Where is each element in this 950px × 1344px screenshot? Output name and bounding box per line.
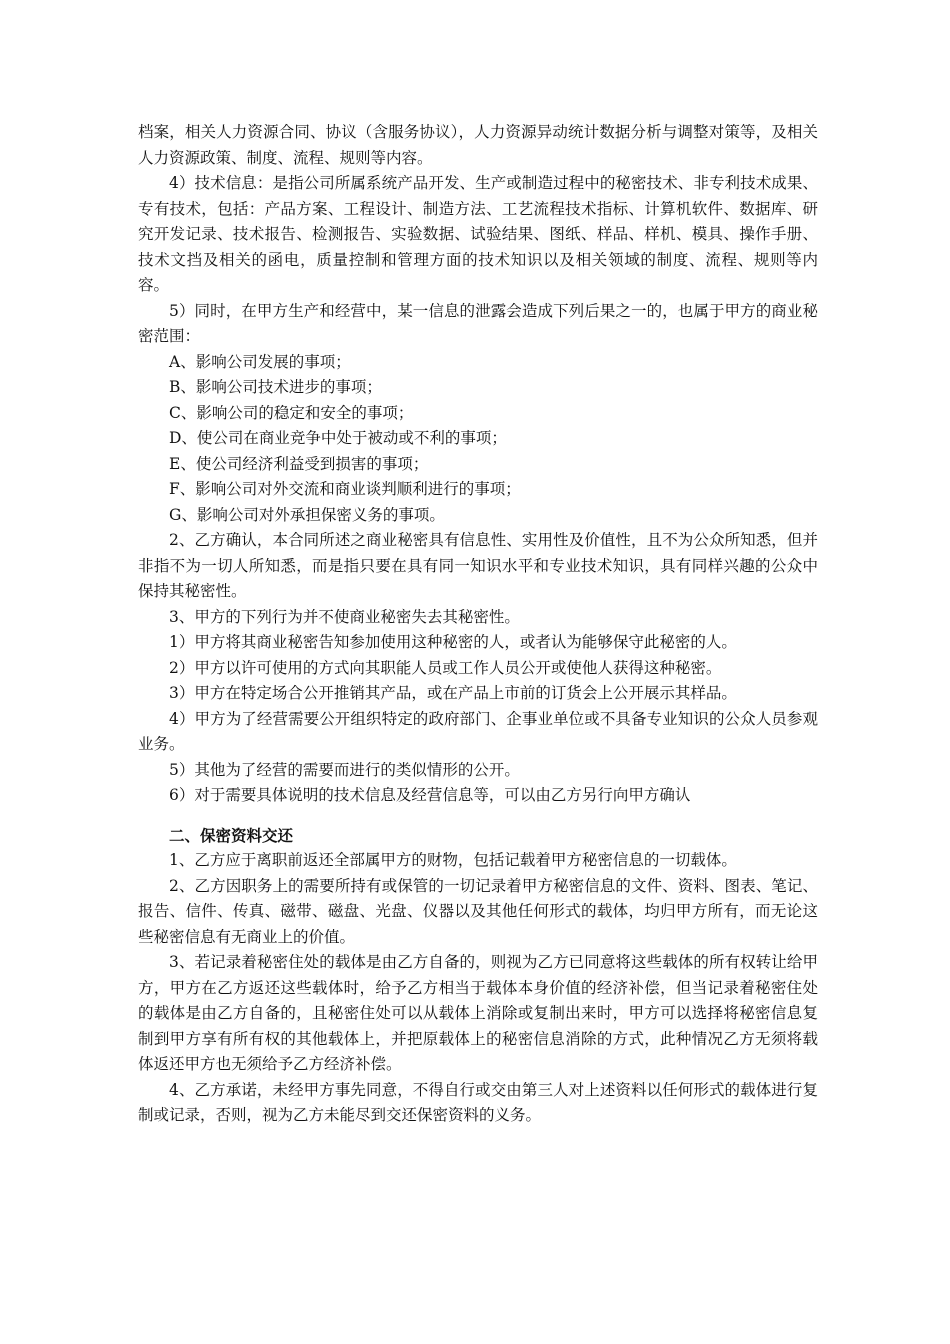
paragraph: 5）其他为了经营的需要而进行的类似情形的公开。 <box>169 760 520 779</box>
paragraph: A、影响公司发展的事项； <box>169 352 351 371</box>
paragraph: 2、乙方因职务上的需要所持有或保管的一切记录着甲方秘密信息的文件、资料、图表、笔记、报告、信件、传真、磁带、磁盘、光盘、仪器以及其他任何形式的载体，均归甲方所有，而无论这些秘密信息有无商业上的价值。 <box>138 876 818 946</box>
document-body <box>138 120 818 1129</box>
paragraph: 5）同时，在甲方生产和经营中，某一信息的泄露会造成下列后果之一的，也属于甲方的商业秘密范围： <box>138 301 818 345</box>
paragraph: 4）技术信息：是指公司所属系统产品开发、生产或制造过程中的秘密技术、非专利技术成果、专有技术，包括：产品方案、工程设计、制造方法、工艺流程技术指标、计算机软件、数据库、研究开发记录、技术报告、检测报告、实验数据、试验结果、图纸、样品、样机、模具、操作手册、技术文挡及相关的函电，质量控制和管理方面的技术知识以及相关领域的制度、流程、规则等内容。 <box>138 174 818 294</box>
paragraph: B、影响公司技术进步的事项； <box>169 378 382 396</box>
paragraph: C、影响公司的稳定和安全的事项； <box>169 403 414 422</box>
paragraph: G、影响公司对外承担保密义务的事项。 <box>169 505 445 524</box>
paragraph: 3、若记录着秘密住处的载体是由乙方自备的，则视为乙方已同意将这些载体的所有权转让给甲方，甲方在乙方返还这些载体时，给予乙方相当于载体本身价值的经济补偿，但当记录着秘密住处的载体是由乙方自备的，且秘密住处可以从载体上消除或复制出来时，甲方可以选择将秘密信息复制到甲方享有所有权的其他载体上，并把原载体上的秘密信息消除的方式，此种情况乙方无须将载体返还甲方也无须给予乙方经济补偿。 <box>138 953 818 1073</box>
paragraph: 3、甲方的下列行为并不使商业秘密失去其秘密性。 <box>169 607 520 626</box>
paragraph: 3）甲方在特定场合公开推销其产品，或在产品上市前的订货会上公开展示其样品。 <box>169 684 737 702</box>
paragraph: D、使公司在商业竞争中处于被动或不利的事项； <box>169 429 507 447</box>
paragraph: 档案，相关人力资源合同、协议（含服务协议），人力资源异动统计数据分析与调整对策等，及相关人力资源政策、制度、流程、规则等内容。 <box>138 123 818 167</box>
paragraph: 2、乙方确认，本合同所述之商业秘密具有信息性、实用性及价值性，且不为公众所知悉，但并非指不为一切人所知悉，而是指只要在具有同一知识水平和专业技术知识，具有同样兴趣的公众中保持其秘密性。 <box>138 531 818 600</box>
paragraph: 4、乙方承诺，未经甲方事先同意，不得自行或交由第三人对上述资料以任何形式的载体进行复制或记录，否则，视为乙方未能尽到交还保密资料的义务。 <box>138 1080 818 1124</box>
paragraph: 4）甲方为了经营需要公开组织特定的政府部门、企事业单位或不具备专业知识的公众人员参观业务。 <box>138 709 818 753</box>
paragraph: 1）甲方将其商业秘密告知参加使用这种秘密的人，或者认为能够保守此秘密的人。 <box>169 633 737 651</box>
paragraph: 2）甲方以许可使用的方式向其职能人员或工作人员公开或使他人获得这种秘密。 <box>169 658 722 677</box>
paragraph: 1、乙方应于离职前返还全部属甲方的财物，包括记载着甲方秘密信息的一切载体。 <box>169 851 737 869</box>
paragraph: E、使公司经济利益受到损害的事项； <box>169 454 429 473</box>
section-heading: 二、保密资料交还 <box>169 825 294 845</box>
paragraph: F、影响公司对外交流和商业谈判顺利进行的事项； <box>169 480 521 498</box>
paragraph: 6）对于需要具体说明的技术信息及经营信息等，可以由乙方另行向甲方确认 <box>169 786 691 804</box>
